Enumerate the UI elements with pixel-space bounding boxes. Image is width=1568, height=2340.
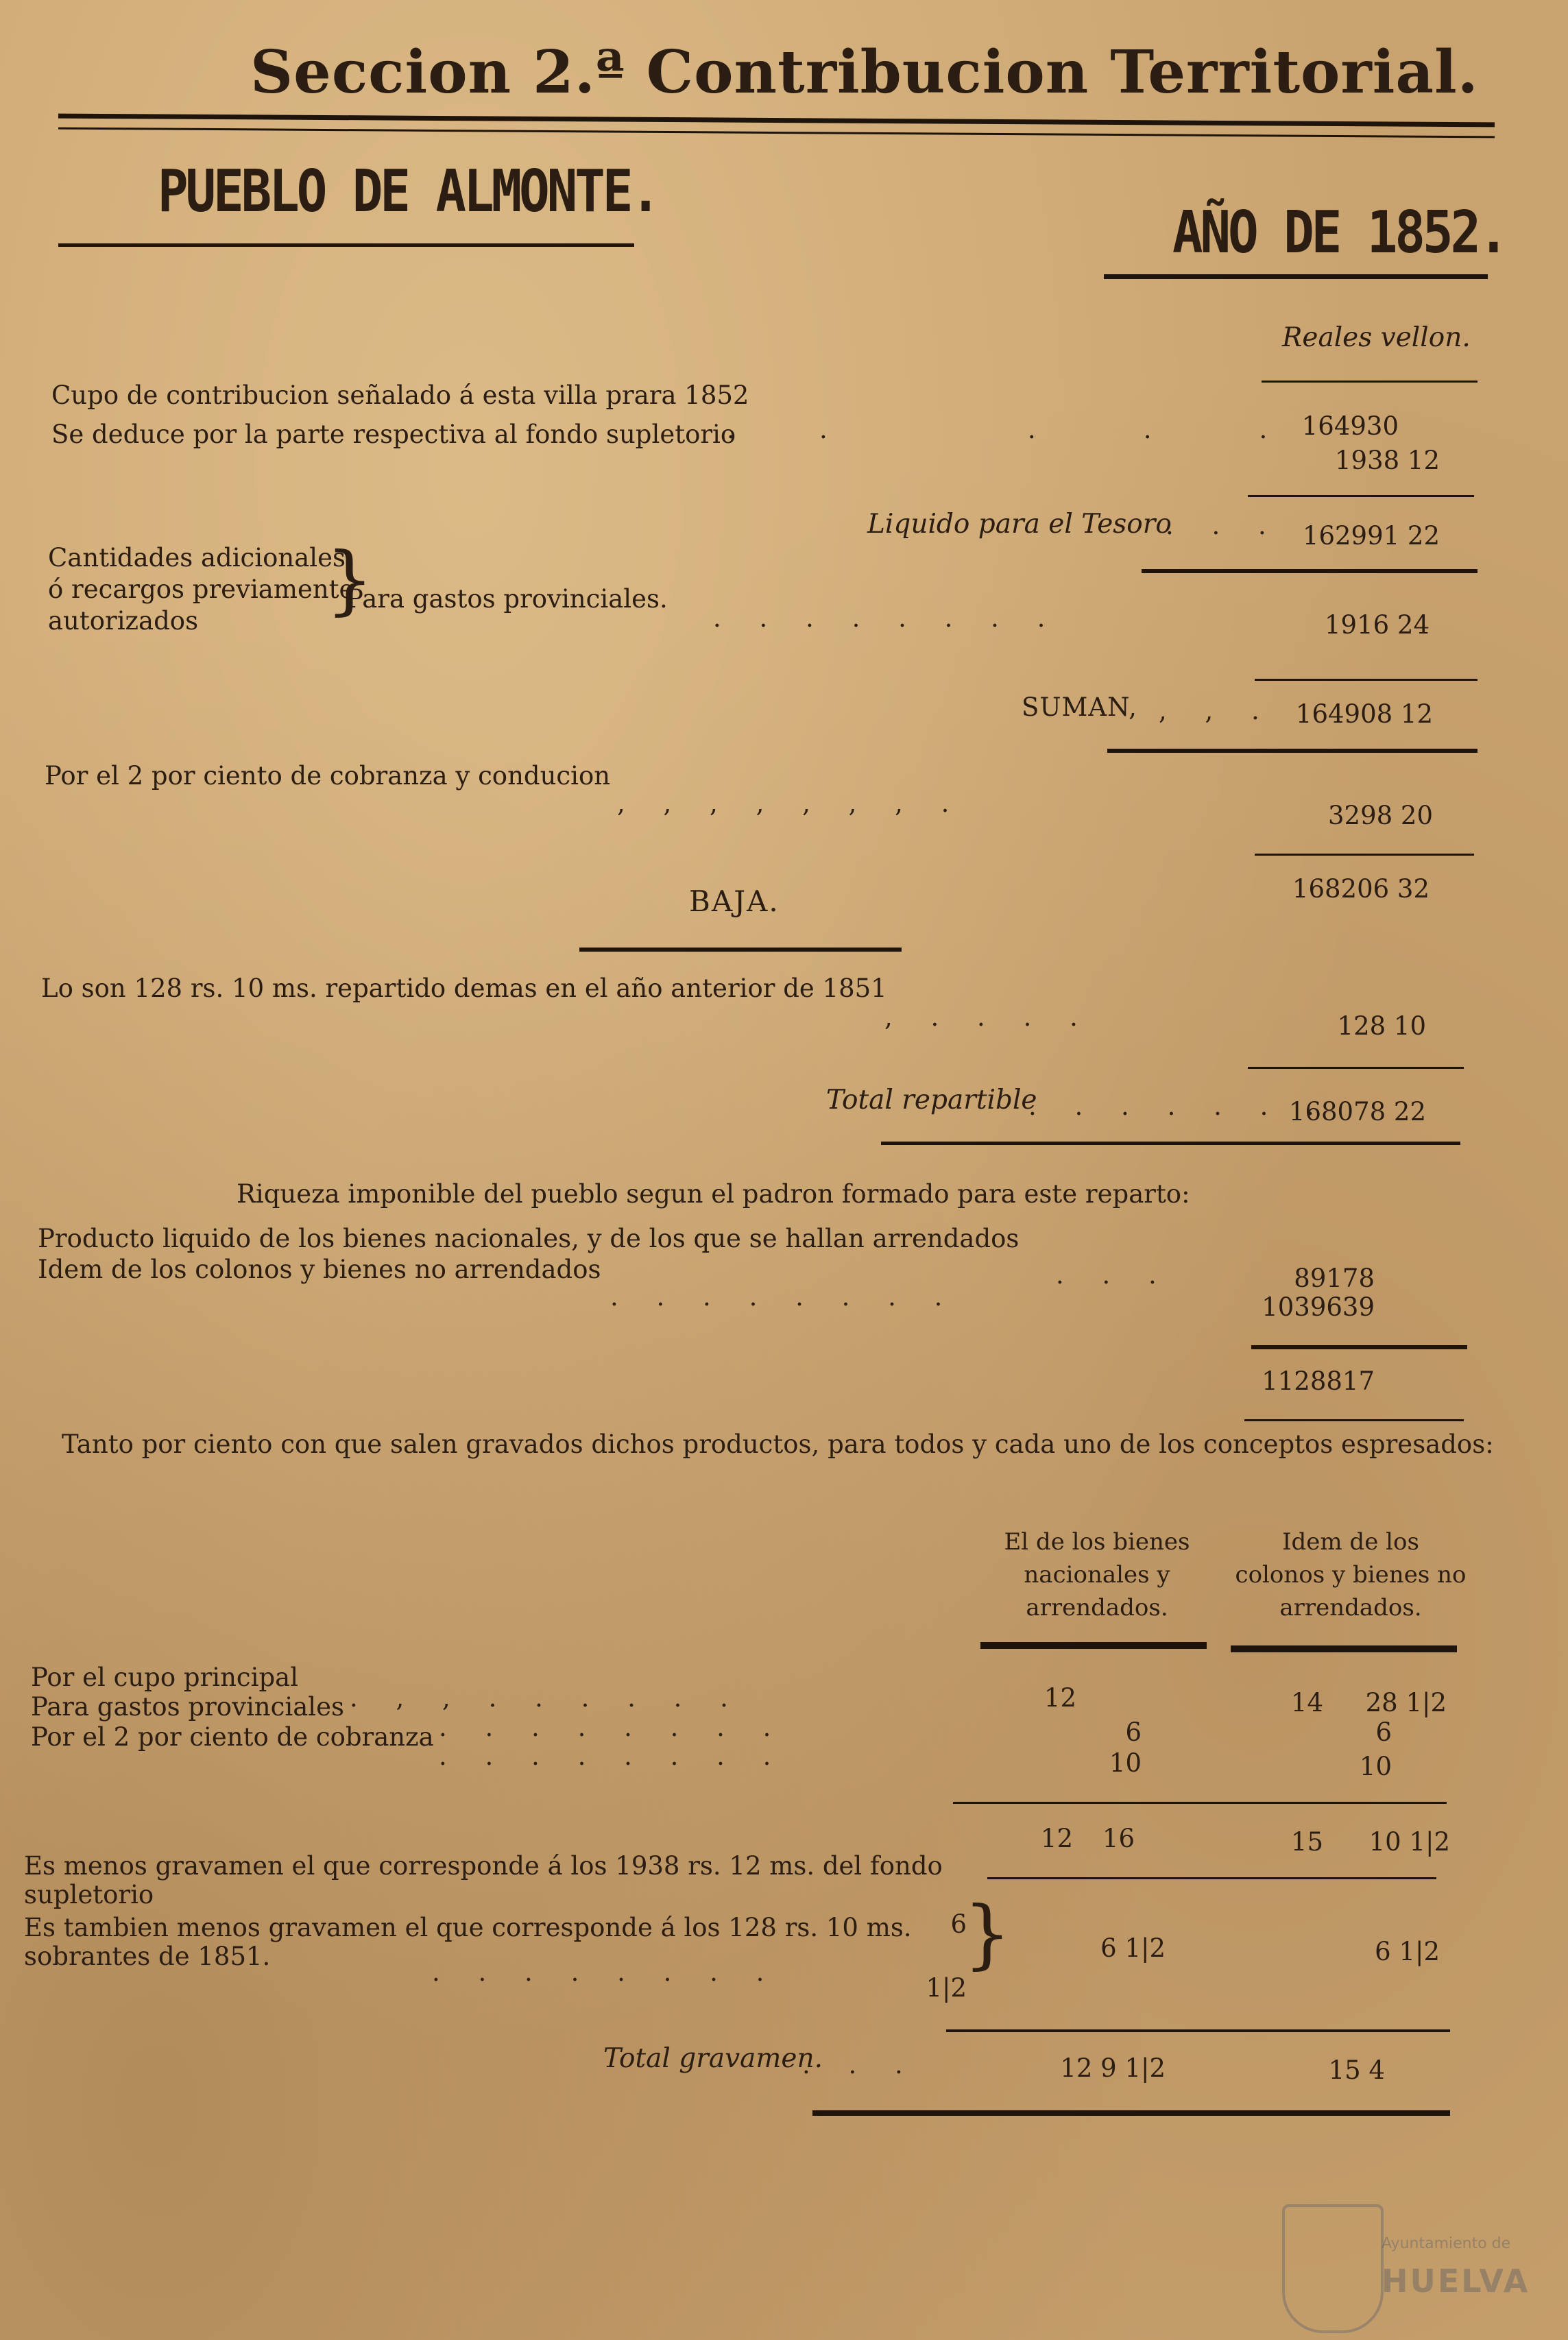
baja-value-rule (1248, 1067, 1464, 1069)
menos-1-value: 6 (950, 1909, 967, 1939)
gastos-value: 1916 24 (1324, 610, 1430, 640)
total-gravamen-label: Total gravamen. (603, 2043, 823, 2074)
row-cobranza-c1b: 10 (1109, 1748, 1142, 1778)
row-label-cobranza: Por el 2 por ciento de cobranza (31, 1722, 434, 1752)
sum-c1a: 12 (1040, 1824, 1073, 1853)
row-cupo-c2a: 14 (1290, 1688, 1323, 1717)
subtotal-value: 168206 32 (1292, 874, 1430, 904)
dot-leader: . . . . . . . . (439, 1713, 786, 1742)
menos-1-label-a: Es menos gravamen el que corresponde á los 1938 rs. 12 ms. del fondo (24, 1851, 943, 1881)
units-label: Reales vellon. (1282, 322, 1471, 353)
total-c1: 12 9 1|2 (1060, 2053, 1166, 2083)
sum-c2b: 10 1|2 (1368, 1827, 1450, 1857)
liquido-rule (1248, 495, 1474, 497)
menos-2-label-a: Es tambien menos gravamen el que corresponde á los 128 rs. 10 ms. (24, 1913, 912, 1942)
adicionales-label-1: Cantidades adicionales (48, 543, 346, 572)
adicionales-label-3: autorizados (48, 606, 199, 636)
liquido-label: Liquido para el Tesoro (867, 509, 1172, 540)
row-cupo-c2b: 28 1|2 (1365, 1688, 1447, 1717)
row-label-cupo: Por el cupo principal (31, 1663, 299, 1692)
dot-leader: . . . . . (727, 415, 1283, 444)
deduce-value: 1938 12 (1334, 446, 1440, 475)
crest-icon (1282, 2204, 1384, 2333)
tanto-label: Tanto por ciento con que salen gravados dichos productos, para todos y cada uno de los conceptos espresados: (62, 1430, 1494, 1459)
menos-1-label-b: supletorio (24, 1880, 154, 1909)
menos-c2: 6 1|2 (1375, 1937, 1440, 1966)
row-cobranza-c2b: 10 (1359, 1752, 1392, 1781)
idem-colonos-value: 1039639 (1262, 1292, 1375, 1322)
total-rule (946, 2029, 1450, 2032)
dot-leader: . . . . . . . (1028, 1091, 1329, 1121)
header-rule-thin (58, 128, 1495, 138)
dot-leader: , , , , , , , . (617, 788, 965, 818)
dot-leader: . . . (1056, 1260, 1172, 1290)
col1-header-rule (980, 1642, 1207, 1649)
dot-leader: . . . (1166, 511, 1281, 540)
town-title: PUEBLO DE ALMONTE. (158, 158, 658, 226)
year-title: AÑO DE 1852. (1172, 199, 1506, 267)
producto-label: Producto liquido de los bienes nacionales, y de los que se hallan arrendados (38, 1224, 1020, 1253)
riqueza-label: Riqueza imponible del pueblo segun el padron formado para este reparto: (237, 1179, 1190, 1209)
cobranza-rule (1255, 854, 1474, 856)
cupo-label: Cupo de contribucion señalado á esta villa prara 1852 (51, 381, 749, 410)
brace: } (963, 1890, 1011, 1977)
dot-leader: . . . (802, 2050, 918, 2079)
units-rule (1262, 381, 1477, 383)
dot-leader: , . . . . (884, 1002, 1093, 1032)
sum-rule-2 (987, 1877, 1436, 1879)
riqueza-total: 1128817 (1262, 1366, 1375, 1396)
total-repartible-label: Total repartible (826, 1085, 1037, 1115)
gastos-label: Para gastos provinciales. (346, 584, 668, 614)
section-title: Seccion 2.ª Contribucion Territorial. (250, 38, 1479, 107)
total-bottom-rule (812, 2110, 1450, 2116)
liquido-rule-2 (1142, 569, 1477, 573)
col2-header-rule (1231, 1645, 1457, 1652)
deduce-label: Se deduce por la parte respectiva al fondo supletorio (51, 420, 736, 449)
dot-leader: . . . . . . . . (439, 1741, 786, 1771)
dot-leader: . . . . . . . . (713, 603, 1061, 633)
baja-line-label: Lo son 128 rs. 10 ms. repartido demas en el año anterior de 1851 (41, 974, 887, 1003)
producto-value: 89178 (1294, 1264, 1375, 1293)
row-gastos-c1b: 6 (1125, 1717, 1142, 1747)
menos-2-value: 1|2 (926, 1973, 967, 2003)
suman-rule (1107, 749, 1477, 753)
dot-leader: , , . (1159, 696, 1275, 725)
suman-label: SUMAN, (1022, 692, 1137, 722)
brace: } (326, 535, 374, 623)
total-repartible-value: 168078 22 (1288, 1097, 1426, 1126)
sum-c2a: 15 (1290, 1827, 1323, 1857)
baja-rule (579, 948, 902, 952)
menos-2-label-b: sobrantes de 1851. (24, 1942, 271, 1971)
row-cupo-c1a: 12 (1044, 1683, 1076, 1713)
baja-value: 128 10 (1337, 1011, 1426, 1041)
town-rule (58, 243, 634, 247)
adicionales-label-2: ó recargos previamente (48, 575, 354, 604)
dot-leader: . . . . . . . . (432, 1957, 780, 1987)
sum-rule (953, 1802, 1447, 1804)
suman-value: 164908 12 (1295, 699, 1433, 729)
sum-c1b: 16 (1102, 1824, 1135, 1853)
dot-leader: . . . . . . . . (610, 1282, 958, 1312)
riqueza-total-rule (1244, 1419, 1464, 1421)
dot-leader: . , , . . . . . . (350, 1683, 743, 1713)
col1-header: El de los bienes nacionales y arrendados. (1004, 1528, 1190, 1621)
menos-c1: 6 1|2 (1100, 1933, 1166, 1963)
gastos-rule (1255, 679, 1477, 681)
idem-colonos-label: Idem de los colonos y bienes no arrendados (38, 1255, 601, 1284)
cupo-value: 164930 (1301, 411, 1399, 441)
watermark-name: HUELVA (1382, 2263, 1530, 2300)
watermark-sub: Ayuntamiento de (1382, 2235, 1511, 2252)
row-label-gastos: Para gastos provinciales (31, 1692, 344, 1722)
header-rule (58, 114, 1495, 128)
cobranza-value: 3298 20 (1327, 801, 1433, 830)
row-gastos-c2b: 6 (1375, 1717, 1392, 1747)
col2-header: Idem de los colonos y bienes no arrendados. (1235, 1528, 1467, 1621)
liquido-value: 162991 22 (1302, 521, 1440, 551)
baja-label: BAJA. (689, 884, 780, 918)
year-rule (1104, 274, 1488, 279)
total-c2: 15 4 (1328, 2055, 1385, 2085)
cobranza-label: Por el 2 por ciento de cobranza y conducion (45, 761, 611, 791)
total-repartible-rule (881, 1142, 1460, 1145)
riqueza-rule (1251, 1345, 1467, 1349)
